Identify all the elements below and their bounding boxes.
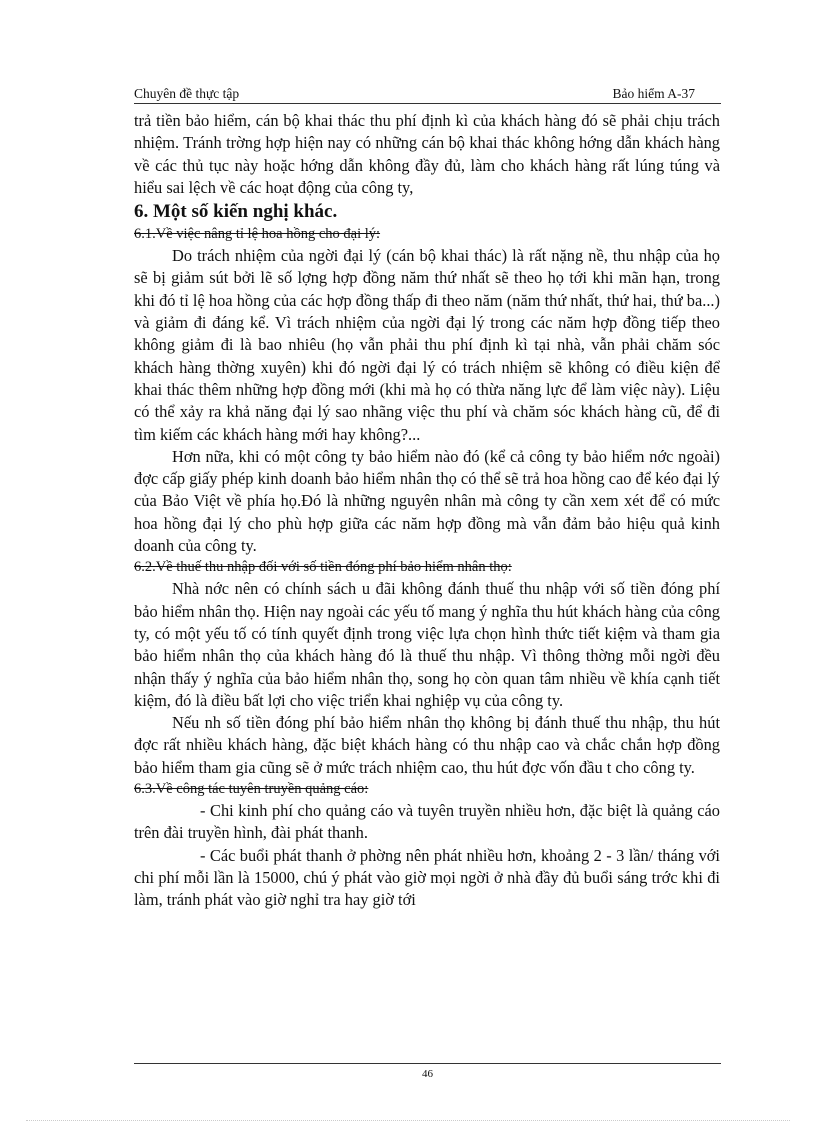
page-header <box>134 85 721 104</box>
page-footer <box>134 1063 721 1080</box>
header-code: Bảo hiểm A-37 <box>612 86 695 101</box>
document-body <box>134 110 720 912</box>
page-number: 46 <box>422 1068 433 1080</box>
subheading-6-3: 6.3.Về công tác tuyên truyền quảng cáo: <box>134 781 369 798</box>
subheading-6-1: 6.1.Về việc nâng tỉ lệ hoa hồng cho đại lý: <box>134 226 381 243</box>
paragraph-5: Nếu nh số tiền đóng phí bảo hiểm nhân thọ không bị đánh thuế thu nhập, thu hút đợc rất nhiều khách hàng, đặc biệt khách hàng có thu nhập cao và chắc chắn hợp đồng bảo hiểm tham gia cũng sẽ ở mức trách nhiệm cao, thu hút đợc vốn đầu t cho công ty. <box>134 713 720 777</box>
page-bottom-divider <box>26 1120 790 1121</box>
paragraph-1: trả tiền bảo hiểm, cán bộ khai thác thu phí định kì của khách hàng đó sẽ phải chịu trách nhiệm. Tránh trờng hợp hiện nay có những cán bộ khai thác không hớng dẫn khách hàng về các thủ tục này hoặc hớng dẫn không đầy đủ, làm cho khách hàng rất lúng túng và hiểu sai lệch về các hoạt động của công ty, <box>134 111 720 197</box>
header-title: Chuyên đề thực tập <box>134 86 240 101</box>
section-heading-6: 6. Một số kiến nghị khác. <box>134 201 338 223</box>
paragraph-4: Nhà nớc nên có chính sách u đãi không đánh thuế thu nhập với số tiền đóng phí bảo hiểm nhân thọ. Hiện nay ngoài các yếu tố mang ý nghĩa thu hút khách hàng của công ty, có một yếu tố có tính quyết định trong việc lựa chọn hình thức tiết kiệm và tham gia bảo hiểm nhân thọ của khách hàng đó là thuế thu nhập. Vì thông thờng mỗi ngời đều nhận thấy ý nghĩa của bảo hiểm nhân thọ, song họ còn quan tâm nhiều về khía cạnh tiết kiệm, đó là điều bất lợi cho việc triển khai nghiệp vụ của công ty. <box>134 579 720 710</box>
dash-item-2: - Các buổi phát thanh ở phờng nên phát nhiều hơn, khoảng 2 - 3 lần/ tháng với chi phí mỗi lần là 15000, chú ý phát vào giờ mọi ngời ở nhà đầy đủ buổi sáng trớc khi đi làm, tránh phát vào giờ nghỉ tra hay giờ tới <box>134 845 720 910</box>
dash-item-1: - Chi kinh phí cho quảng cáo và tuyên truyền nhiều hơn, đặc biệt là quảng cáo trên đài truyền hình, đài phát thanh. <box>134 801 720 843</box>
subheading-6-2: 6.2.Về thuế thu nhập đối với số tiền đóng phí bảo hiểm nhân thọ: <box>134 559 512 576</box>
paragraph-3: Hơn nữa, khi có một công ty bảo hiểm nào đó (kể cả công ty bảo hiểm nớc ngoài) đợc cấp giấy phép kinh doanh bảo hiểm nhân thọ có thể sẽ trả hoa hồng cao để kéo đại lý của Bảo Việt về phía họ.Đó là những nguyên nhân mà công ty cần xem xét để có mức hoa hồng đại lý cho phù hợp giữa các năm hợp đồng mà vẫn đảm bảo hiệu quả kinh doanh của công ty. <box>134 446 720 556</box>
paragraph-2: Do trách nhiệm của ngời đại lý (cán bộ khai thác) là rất nặng nề, thu nhập của họ sẽ bị giảm sút bởi lẽ số lợng hợp đồng năm thứ nhất sẽ theo họ tới khi mãn hạn, trong khi đó tỉ lệ hoa hồng của các hợp đồng thấp đi theo năm (năm thứ nhất, thứ hai, thứ ba...) và giảm đi đáng kể. Vì trách nhiệm của ngời đại lý trong các năm hợp đồng tiếp theo không giảm đi là bao nhiêu (họ vẫn phải thu phí định kì tại nhà, vẫn phải chăm sóc khách hàng thờng xuyên) khi đó ngời đại lý có trách nhiệm sẽ không có điều kiện để khai thác thêm những hợp đồng mới (khi mà họ có thừa năng lực để làm việc này). Liệu có thể xảy ra khả năng đại lý sao nhãng việc thu phí và chăm sóc khách hàng cũ, để đi tìm kiếm các khách hàng mới hay không?... <box>134 246 720 444</box>
